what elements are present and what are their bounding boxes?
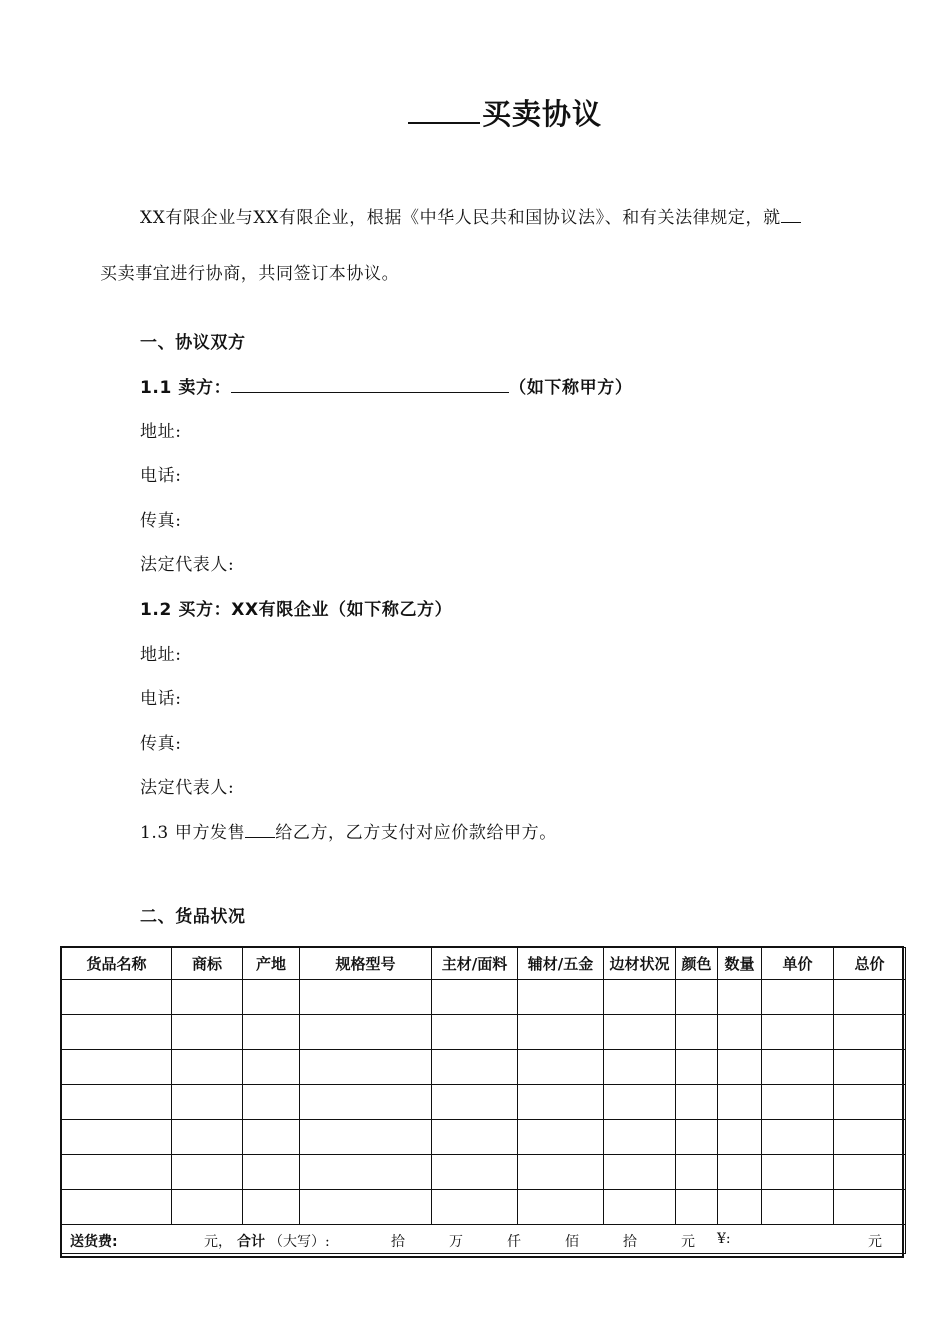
cell[interactable] [432, 1015, 518, 1050]
buyer-rep: 法定代表人: [140, 778, 235, 798]
cell[interactable] [604, 1050, 676, 1085]
cell[interactable] [62, 1190, 172, 1225]
cell[interactable] [62, 1050, 172, 1085]
cell[interactable] [518, 1085, 604, 1120]
col-header: 规格型号 [300, 948, 432, 980]
unit-wan: 万 [449, 1234, 463, 1250]
seller-label: 1.1 卖方： [140, 378, 232, 398]
cell[interactable] [518, 1190, 604, 1225]
cell[interactable] [172, 1155, 243, 1190]
cell[interactable] [300, 1120, 432, 1155]
cell[interactable] [432, 1155, 518, 1190]
col-header: 数量 [718, 948, 762, 980]
cell[interactable] [676, 1120, 718, 1155]
cell[interactable] [518, 1155, 604, 1190]
cell[interactable] [300, 980, 432, 1015]
cell[interactable] [676, 980, 718, 1015]
yen-label: ¥: [717, 1231, 731, 1247]
goods-table [61, 947, 906, 1254]
title-text: 买卖协议 [481, 97, 602, 131]
unit-qian: 仟 [507, 1234, 521, 1250]
cell[interactable] [300, 1085, 432, 1120]
seller-phone: 电话: [140, 466, 182, 486]
section1-heading: 一、协议双方 [140, 333, 246, 353]
cell[interactable] [604, 1015, 676, 1050]
seller-name-blank [231, 377, 509, 393]
unit-shi-2: 拾 [623, 1234, 637, 1250]
cell[interactable] [718, 1155, 762, 1190]
cell[interactable] [62, 1155, 172, 1190]
cell[interactable] [834, 1120, 906, 1155]
cell[interactable] [762, 1155, 834, 1190]
cell[interactable] [172, 1085, 243, 1120]
cell[interactable] [432, 1190, 518, 1225]
cell[interactable] [604, 980, 676, 1015]
cell[interactable] [834, 1015, 906, 1050]
cell[interactable] [762, 1190, 834, 1225]
clause-1-3-a: 1.3 甲方发售 [140, 823, 246, 843]
cell[interactable] [243, 1120, 300, 1155]
seller-line [140, 373, 632, 398]
yuan-1: 元， [204, 1234, 232, 1250]
cell[interactable] [432, 1050, 518, 1085]
col-header: 辅材/五金 [518, 948, 604, 980]
cell[interactable] [62, 1015, 172, 1050]
cell[interactable] [676, 1155, 718, 1190]
clause-1-3-b: 给乙方，乙方支付对应价款给甲方。 [275, 823, 557, 843]
section2-heading: 二、货品状况 [140, 907, 246, 927]
seller-fax: 传真: [140, 511, 182, 531]
goods-header-row [62, 948, 906, 980]
footer-cell [62, 1225, 906, 1254]
cell[interactable] [762, 1015, 834, 1050]
yuan-3: 元 [868, 1234, 882, 1250]
cell[interactable] [718, 1085, 762, 1120]
cell[interactable] [834, 1050, 906, 1085]
col-header: 主材/面料 [432, 948, 518, 980]
col-header: 货品名称 [62, 948, 172, 980]
table-row [62, 980, 906, 1015]
cell[interactable] [62, 1120, 172, 1155]
cell[interactable] [172, 1015, 243, 1050]
cell[interactable] [518, 1120, 604, 1155]
cell[interactable] [718, 1190, 762, 1225]
cell[interactable] [243, 1050, 300, 1085]
table-row [62, 1050, 906, 1085]
cell[interactable] [172, 1050, 243, 1085]
cell[interactable] [834, 1190, 906, 1225]
cell[interactable] [762, 1120, 834, 1155]
table-row [62, 1015, 906, 1050]
cell[interactable] [300, 1155, 432, 1190]
cell[interactable] [762, 980, 834, 1015]
cell[interactable] [718, 1050, 762, 1085]
cell[interactable] [604, 1155, 676, 1190]
col-header: 产地 [243, 948, 300, 980]
cell[interactable] [518, 1050, 604, 1085]
cell[interactable] [834, 980, 906, 1015]
cell[interactable] [432, 1120, 518, 1155]
cell[interactable] [762, 1050, 834, 1085]
total-label: 合计 [237, 1234, 265, 1250]
cell[interactable] [718, 1120, 762, 1155]
col-header: 总价 [834, 948, 906, 980]
col-header: 颜色 [676, 948, 718, 980]
clause-1-3 [140, 818, 557, 843]
cell[interactable] [300, 1050, 432, 1085]
intro-blank [781, 207, 801, 223]
cell[interactable] [762, 1085, 834, 1120]
cell[interactable] [243, 980, 300, 1015]
cell[interactable] [243, 1015, 300, 1050]
goods-footer-row [62, 1225, 906, 1254]
cell[interactable] [243, 1190, 300, 1225]
unit-shi: 拾 [391, 1234, 405, 1250]
cell[interactable] [172, 1190, 243, 1225]
clause-1-3-blank [245, 822, 275, 838]
cell[interactable] [62, 980, 172, 1015]
col-header: 单价 [762, 948, 834, 980]
seller-rep: 法定代表人: [140, 555, 235, 575]
cell[interactable] [432, 1085, 518, 1120]
buyer-line: 1.2 买方：XX有限企业（如下称乙方） [140, 600, 453, 620]
cell[interactable] [676, 1190, 718, 1225]
cell[interactable] [676, 1085, 718, 1120]
cell[interactable] [300, 1190, 432, 1225]
buyer-phone: 电话: [140, 689, 182, 709]
cell[interactable] [518, 980, 604, 1015]
table-row [62, 1120, 906, 1155]
seller-suffix: （如下称甲方） [509, 378, 633, 398]
buyer-fax: 传真: [140, 734, 182, 754]
cell[interactable] [604, 1085, 676, 1120]
cell[interactable] [718, 1015, 762, 1050]
cell[interactable] [172, 980, 243, 1015]
title-blank [408, 100, 480, 124]
seller-address: 地址: [140, 422, 182, 442]
page-title [0, 92, 950, 133]
cell[interactable] [604, 1120, 676, 1155]
intro-line-1 [140, 203, 801, 228]
cell[interactable] [676, 1015, 718, 1050]
table-row [62, 1085, 906, 1120]
cell[interactable] [243, 1155, 300, 1190]
table-row [62, 1190, 906, 1225]
cell[interactable] [243, 1085, 300, 1120]
cell[interactable] [300, 1015, 432, 1050]
table-row [62, 1155, 906, 1190]
daxie-label: （大写）: [269, 1234, 330, 1250]
cell[interactable] [518, 1015, 604, 1050]
intro-text-1: XX有限企业与XX有限企业，根据《中华人民共和国协议法》、和有关法律规定，就 [140, 208, 781, 228]
unit-yuan: 元 [681, 1234, 695, 1250]
cell[interactable] [834, 1085, 906, 1120]
cell[interactable] [432, 980, 518, 1015]
cell[interactable] [172, 1120, 243, 1155]
delivery-label: 送货费: [70, 1234, 118, 1250]
cell[interactable] [62, 1085, 172, 1120]
col-header: 边材状况 [604, 948, 676, 980]
cell[interactable] [676, 1050, 718, 1085]
cell[interactable] [834, 1155, 906, 1190]
unit-bai: 佰 [565, 1234, 579, 1250]
col-header: 商标 [172, 948, 243, 980]
cell[interactable] [604, 1190, 676, 1225]
cell[interactable] [718, 980, 762, 1015]
buyer-address: 地址: [140, 645, 182, 665]
intro-line-2: 买卖事宜进行协商，共同签订本协议。 [100, 264, 400, 284]
